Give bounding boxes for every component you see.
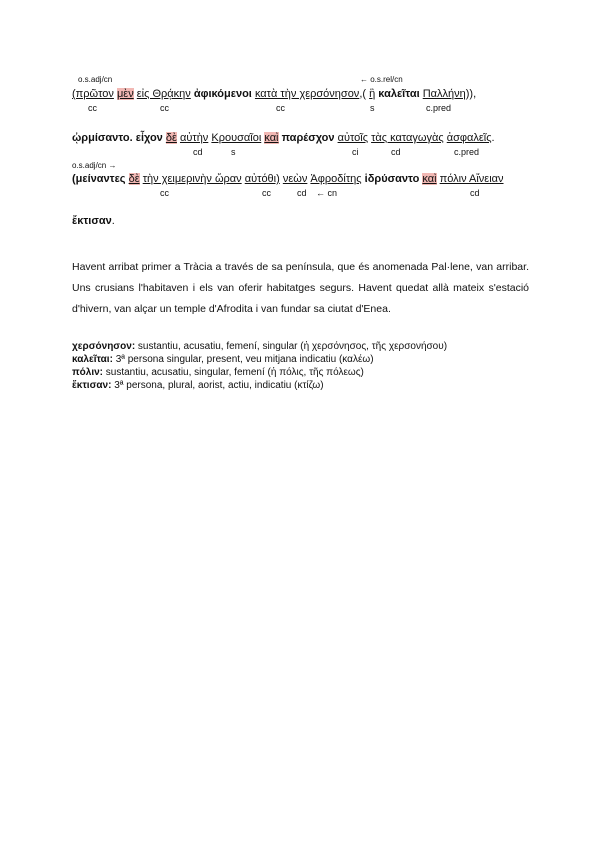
greek-word: τὴν χειμερινὴν ὥραν <box>142 173 242 185</box>
gloss-text: 3ª persona singular, present, veu mitjana indicatiu (καλέω) <box>112 354 374 365</box>
gloss-entry <box>72 366 447 379</box>
greek-line-4 <box>72 215 115 227</box>
greek-conjunction-highlight: καὶ <box>422 173 437 185</box>
gloss-text: sustantiu, acusatiu, singular, femení (ἡ πόλις, τῆς πόλεως) <box>103 367 364 378</box>
gloss-term: ἔκτισαν: <box>72 380 112 391</box>
greek-particle-highlight: μὲν <box>116 88 134 100</box>
greek-word: αὐτοῖς <box>337 132 369 144</box>
greek-word: (πρῶτον <box>72 88 114 100</box>
syntax-label: cc <box>88 103 97 113</box>
greek-word: Κρουσαῖοι <box>211 132 262 144</box>
greek-word: ἣ <box>369 88 376 100</box>
punct: ,( <box>359 88 367 100</box>
greek-verb: παρέσχον <box>281 132 335 144</box>
syntax-note: o.s.adj/cn → <box>72 161 117 170</box>
greek-verb: εἶχον <box>135 132 163 144</box>
syntax-label: cd <box>470 188 480 198</box>
greek-verb: καλεῖται <box>378 88 420 100</box>
greek-word: νεὼν <box>282 173 308 185</box>
punct: . <box>129 132 133 144</box>
greek-word: κατὰ τὴν χερσόνησον <box>254 88 360 100</box>
gloss-term: πόλιν: <box>72 367 103 378</box>
gloss-entry <box>72 379 447 392</box>
greek-particle-highlight: δὲ <box>165 132 177 144</box>
greek-word: Παλλήνη <box>422 88 466 100</box>
syntax-label: ← cn <box>316 188 338 198</box>
greek-verb: ἱδρύσαντο <box>364 173 420 185</box>
greek-word: ἀσφαλεῖς <box>446 132 492 144</box>
syntax-label: cd <box>193 147 203 157</box>
greek-verb: ἀφικόμενοι <box>193 88 252 100</box>
punct: . <box>111 215 115 227</box>
syntax-label: c.pred <box>426 103 452 113</box>
syntax-label: c.pred <box>454 147 480 157</box>
greek-word: τὰς καταγωγὰς <box>371 132 444 144</box>
syntax-label: s <box>231 147 236 157</box>
gloss-term: χερσόνησον: <box>72 341 136 352</box>
greek-conjunction-highlight: καὶ <box>264 132 279 144</box>
greek-line-1 <box>72 88 476 100</box>
greek-line-3 <box>72 173 504 185</box>
syntax-note: ← o.s.rel/cn <box>360 75 403 84</box>
greek-particle-highlight: δὲ <box>128 173 140 185</box>
gloss-entry <box>72 340 447 353</box>
greek-verb: ἔκτισαν <box>72 215 112 227</box>
translation-paragraph: Havent arribat primer a Tràcia a través de sa península, que és anomenada Pal·lene, van arribar. Uns crusians l'habitaven i els van oferir habitatges segurs. Havent quedat allà mateix s'estació d'hivern, van alçar un temple d'Afrodita i van fundar sa ciutat d'Enea. <box>72 261 529 315</box>
gloss-text: 3ª persona, plural, aorist, actiu, indicatiu (κτίζω) <box>111 380 324 391</box>
syntax-label: cd <box>391 147 401 157</box>
syntax-label: cc <box>160 103 169 113</box>
greek-word: Ἀφροδίτης <box>310 173 362 185</box>
syntax-note: o.s.adj/cn <box>78 75 113 84</box>
syntax-label: cd <box>297 188 307 198</box>
syntax-label: ci <box>352 147 359 157</box>
gloss-term: καλεῖται: <box>72 354 113 365</box>
gloss-entry <box>72 353 447 366</box>
greek-word: εἰς Θρᾴκην <box>136 88 191 100</box>
glossary <box>72 340 447 392</box>
greek-line-2 <box>72 132 495 144</box>
punct: . <box>491 132 495 144</box>
syntax-label: cc <box>160 188 169 198</box>
greek-verb: ᾠρμίσαντο <box>72 132 130 144</box>
greek-word: αὐτόθι) <box>244 173 280 185</box>
syntax-label: s <box>370 103 375 113</box>
greek-word: πόλιν Αἴνειαν <box>439 173 504 185</box>
syntax-label: cc <box>276 103 285 113</box>
gloss-text: sustantiu, acusatiu, femení, singular (ἡ χερσόνησος, τῆς χερσονήσου) <box>135 341 448 352</box>
greek-word: αὐτὴν <box>179 132 209 144</box>
greek-verb: (μείναντες <box>72 173 126 185</box>
punct: )), <box>465 88 477 100</box>
syntax-label: cc <box>262 188 271 198</box>
